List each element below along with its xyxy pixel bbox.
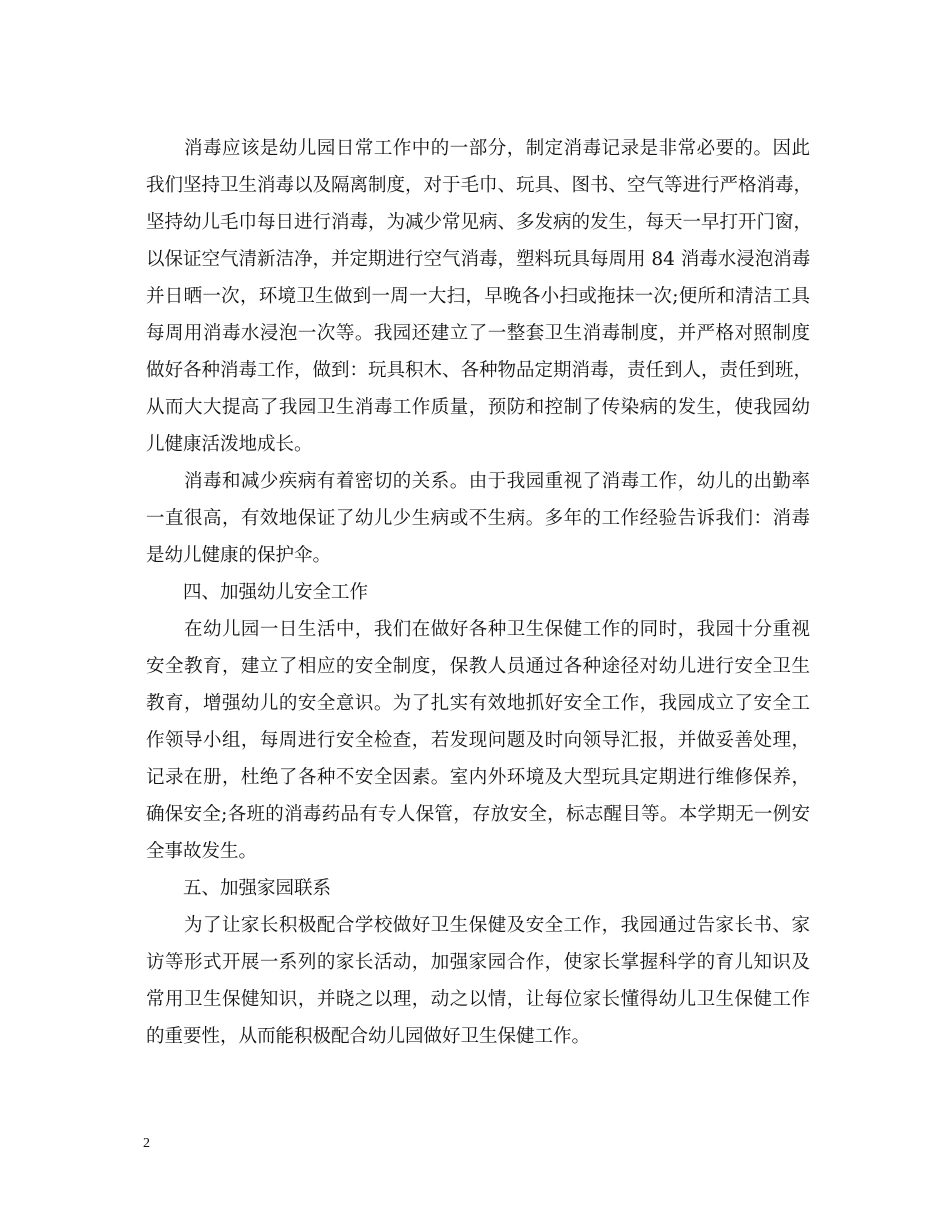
text-line: 教育，增强幼儿的安全意识。为了扎实有效地抓好安全工作，我园成立了安全工 bbox=[146, 693, 810, 714]
text-line: 作领导小组，每周进行安全检查，若发现问题及时向领导汇报，并做妥善处理， bbox=[146, 730, 810, 751]
page-number: 2 bbox=[143, 1136, 150, 1151]
text-line: 在幼儿园一日生活中，我们在做好各种卫生保健工作的同时，我园十分重视 bbox=[146, 619, 810, 640]
text-line: 确保安全;各班的消毒药品有专人保管，存放安全，标志醒目等。本学期无一例安 bbox=[146, 804, 810, 825]
text-line: 是幼儿健康的保护伞。 bbox=[146, 545, 332, 566]
text-line: 做好各种消毒工作，做到：玩具积木、各种物品定期消毒，责任到人，责任到班， bbox=[146, 360, 813, 381]
text-line: 每周用消毒水浸泡一次等。我园还建立了一整套卫生消毒制度，并严格对照制度 bbox=[146, 323, 810, 344]
text-line: 消毒和减少疾病有着密切的关系。由于我园重视了消毒工作，幼儿的出勤率 bbox=[146, 471, 810, 492]
text-line: 并日晒一次，环境卫生做到一周一大扫，早晚各小扫或拖抹一次;便所和清洁工具 bbox=[146, 286, 810, 307]
text-line: 为了让家长积极配合学校做好卫生保健及安全工作，我园通过告家长书、家 bbox=[146, 915, 810, 936]
text-line: 安全教育，建立了相应的安全制度，保教人员通过各种途径对幼儿进行安全卫生 bbox=[146, 656, 810, 677]
text-line: 消毒应该是幼儿园日常工作中的一部分，制定消毒记录是非常必要的。因此 bbox=[146, 138, 810, 159]
text-line: 四、加强幼儿安全工作 bbox=[146, 582, 369, 603]
text-line: 全事故发生。 bbox=[146, 841, 258, 862]
text-line: 坚持幼儿毛巾每日进行消毒，为减少常见病、多发病的发生，每天一早打开门窗， bbox=[146, 212, 813, 233]
text-line: 以保证空气清新洁净，并定期进行空气消毒，塑料玩具每周用 84 消毒水浸泡消毒 bbox=[146, 249, 811, 270]
text-line: 儿健康活泼地成长。 bbox=[146, 434, 313, 455]
text-line: 五、加强家园联系 bbox=[146, 878, 332, 899]
text-line: 从而大大提高了我园卫生消毒工作质量，预防和控制了传染病的发生，使我园幼 bbox=[146, 397, 810, 418]
text-line: 的重要性，从而能积极配合幼儿园做好卫生保健工作。 bbox=[146, 1026, 591, 1047]
text-line: 一直很高，有效地保证了幼儿少生病或不生病。多年的工作经验告诉我们：消毒 bbox=[146, 508, 810, 529]
document-body bbox=[146, 130, 813, 1055]
text-line: 我们坚持卫生消毒以及隔离制度，对于毛巾、玩具、图书、空气等进行严格消毒， bbox=[146, 175, 813, 196]
text-line: 访等形式开展一系列的家长活动，加强家园合作，使家长掌握科学的育儿知识及 bbox=[146, 952, 810, 973]
text-line: 记录在册，杜绝了各种不安全因素。室内外环境及大型玩具定期进行维修保养， bbox=[146, 767, 810, 788]
text-line: 常用卫生保健知识，并晓之以理，动之以情，让每位家长懂得幼儿卫生保健工作 bbox=[146, 989, 810, 1010]
